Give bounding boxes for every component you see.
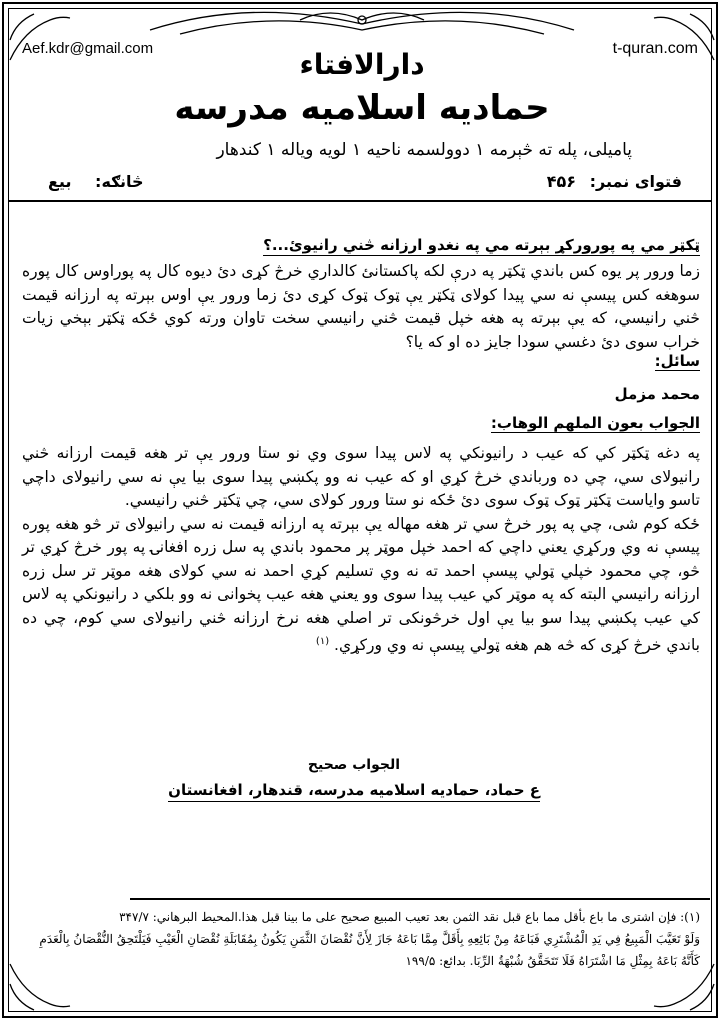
answer-heading: الجواب بعون الملهم الوهاب: xyxy=(490,414,700,432)
answer-paragraph-1: په دغه ټکټر کي که عیب د رانیونکي په لاس پیدا سوی وي نو ستا ورور یې تر هغه قیمت ارزانه څني رانیولای سي، چي ده ورباندي خرڅ کړي او که عیب نه وو پکښي پیدا سوی بیا یې نه سي رانیولای داچي تاسو وایاست ټکټر ټوک ټوک سوی دئ ځکه نو ستا ورور کولای سي، چي ټکټر څني رانیسي. xyxy=(22,444,700,509)
header-divider xyxy=(9,200,711,202)
answer-body xyxy=(22,442,700,658)
approval-title: الجواب صحیح xyxy=(307,757,400,773)
page-title: دارالافتاء xyxy=(299,48,425,81)
institution-name: حمادیه اسلامیه مدرسه xyxy=(174,88,550,128)
footnote-line-1: (۱): فإن اشتری ما باع بأقل مما باع قبل نقد الثمن بعد تعیب المبیع صحیح علی ما بینا قبل هذا.المحیط البرهاني: ۳۴۷/۷ xyxy=(119,910,700,924)
section-value: بیع xyxy=(48,172,72,191)
question-body: زما ورور پر یوه کس باندي ټکټر په درې لکه پاکستانئ کالداري خرڅ کړی دئ دیوه کال په پوراوس کال پوره سوهغه کس پیسې نه سي پیدا کولای ټکټر یې ټوک ټوک کړی دئ زما ورور یې اوس بېرته په ارزانه قیمت څني رانیسي، که یې بېرته په هغه خپل قیمت څني رانیسي سخت تاوان ورته کوي ځکه ټکټر بېخي زیات خراب سوی دئ دغسي سودا جایز ده او که یا؟ xyxy=(22,262,700,351)
footnote-line-3: کَأَنَّهُ بَاعَهُ بِمِثْلِ مَا اشْتَرَاهُ فَلَا تَتَحَقَّقُ شُبْهَةُ الرِّبَا. بدائع: ۱۹۹/۵ xyxy=(405,954,700,968)
asker-label: سائل: xyxy=(654,352,700,370)
footnote-line-2: وَلَوْ تَعَیَّبَ الْمَبِیعُ فِي یَدِ الْمُشْتَرِي فَبَاعَهُ مِنْ بَائِعِهِ بِأَقَلَّ مِمَّا بَاعَهُ جَازَ لِأَنَّ نُقْصَانَ الثَّمَنِ یَکُونُ بِمُقَابَلَةِ نُقْصَانِ الْعَیْبِ فَیَلْتَحِقُ النُّقْصَانُ بِالْعَدَمِ xyxy=(39,932,700,946)
address: پامیلی، پله ته څېرمه ۱ دوولسمه ناحیه ۱ لویه ویاله ۱ کندهار xyxy=(216,140,632,160)
answer-paragraph-2 xyxy=(22,513,700,658)
asker-name: محمد مزمل xyxy=(614,385,700,403)
fatwa-number-label: فتوای نمبر: xyxy=(589,172,682,191)
fatwa-number-value: ۴۵۶ xyxy=(546,172,577,191)
footnote-reference[interactable]: (۱) xyxy=(315,636,330,647)
section-field xyxy=(48,172,144,191)
fatwa-number xyxy=(547,172,682,191)
question-heading: ټکټر مي په پورورکړ بېرته مي په نغدو ارزانه څني رانیوئ...؟ xyxy=(263,236,700,254)
answer-paragraph-2-text: ځکه کوم شی، چي په پور خرڅ سي تر هغه مهاله یې بېرته په ارزانه قیمت نه سي رانیولای تر څو هغه پوره پیسې نه وي ورکړي یعني داچي که احمد خپل موټر پر محمود باندي په سل زره افغانۍ په پور خرڅ کړي تر څو، چي محمود خپلي ټولي پیسې احمد ته نه وي تسلیم کړي احمد نه سي کولای هغه موټر تر سل زره ارزانه رانیسي البته که په موټر کي عیب پیدا سوی وو یعني هغه عیب پخوانی نه وو بلکي د رانیونکي په لاس کي عیب پکښي پیدا سو بیا یې اول خرڅونکی تر اصلي هغه نرخ ارزانه څني رانیولای سي کوم، چي ده باندي خرڅ کړی که څه هم هغه ټولي پیسې نه وي ورکړي. xyxy=(22,514,700,655)
signature-line: ع حماد، حمادیه اسلامیه مدرسه، قندهار، افغانستان xyxy=(168,781,540,802)
contact-email[interactable]: Aef.kdr@gmail.com xyxy=(22,40,154,57)
footnote-divider xyxy=(130,898,710,900)
website-link[interactable]: t-quran.com xyxy=(612,40,698,57)
footnote xyxy=(26,906,700,972)
section-label: څانګه: xyxy=(95,172,144,191)
